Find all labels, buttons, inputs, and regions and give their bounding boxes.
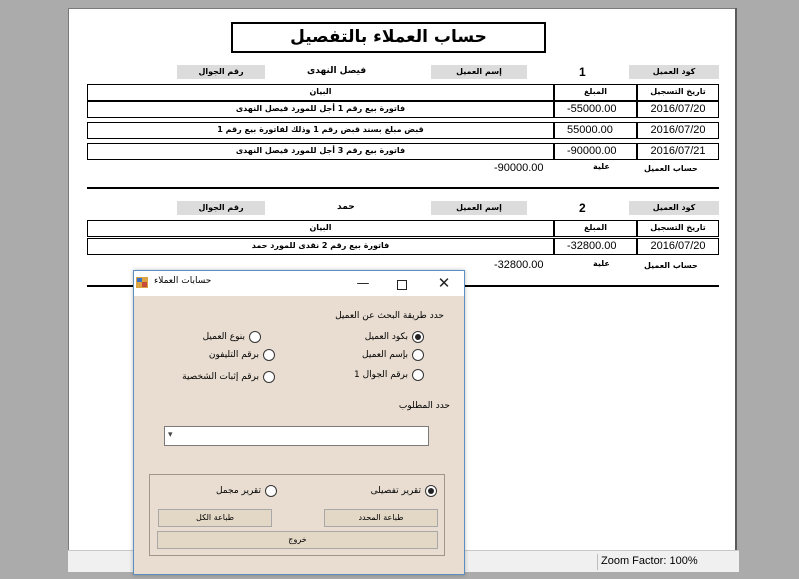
zoom-factor: Zoom Factor: 100% <box>601 555 698 567</box>
customer-code-value: 2 <box>579 201 586 215</box>
radio-label: تقرير تفصيلى <box>370 486 421 496</box>
radio-by-customer-code[interactable] <box>365 331 424 343</box>
customer-code-label: كود العميل <box>629 201 719 215</box>
row-amount: -55000.00 <box>554 101 637 118</box>
radio-label: برقم التليفون <box>208 350 259 360</box>
amount-header: المبلغ <box>554 84 637 101</box>
row-description: فاتورة بيع رقم 1 أجل للمورد فيصل النهدى <box>87 101 554 118</box>
print-all-button[interactable]: طباعة الكل <box>158 509 272 527</box>
report-options-group <box>149 474 445 556</box>
radio-by-phone[interactable] <box>209 349 275 361</box>
customer-name-label: إسم العميل <box>431 65 527 79</box>
row-amount: 55000.00 <box>554 122 637 139</box>
mobile-label: رقم الجوال <box>177 201 265 215</box>
customer-accounts-dialog <box>133 270 465 575</box>
radio-label: تقرير مجمل <box>215 486 261 496</box>
customer-combobox[interactable] <box>164 426 429 446</box>
row-description: فاتورة بيع رقم 3 أجل للمورد فيصل النهدى <box>87 143 554 160</box>
customer-total: -90000.00 <box>494 162 544 174</box>
exit-button[interactable]: خروج <box>157 531 438 549</box>
row-amount: -32800.00 <box>554 238 637 255</box>
account-label: حساب العميل <box>644 164 698 173</box>
close-button[interactable]: ✕ <box>437 274 451 292</box>
balance-label: علية <box>593 162 610 171</box>
radio-dot <box>415 334 421 340</box>
radio-by-customer-name[interactable] <box>362 349 424 361</box>
required-label: حدد المطلوب <box>398 401 450 411</box>
dialog-titlebar[interactable] <box>134 271 464 296</box>
radio-circle <box>412 331 424 343</box>
amount-header: المبلغ <box>554 220 637 237</box>
maximize-button[interactable] <box>382 271 422 296</box>
radio-label: بإسم العميل <box>362 350 408 360</box>
radio-circle <box>249 331 261 343</box>
radio-circle <box>263 371 275 383</box>
mobile-label: رقم الجوال <box>177 65 265 79</box>
reg-date-header: تاريخ التسجيل <box>637 84 719 101</box>
print-selected-button[interactable]: طباعة المحدد <box>324 509 438 527</box>
radio-by-id-number[interactable] <box>182 371 275 383</box>
customer-total: -32800.00 <box>494 259 544 271</box>
radio-circle <box>412 349 424 361</box>
radio-label: برقم إثبات الشخصية <box>182 372 259 382</box>
app-icon <box>136 277 148 288</box>
customer-name-label: إسم العميل <box>431 201 527 215</box>
customer-code-value: 1 <box>579 65 586 79</box>
row-date: 2016/07/20 <box>637 101 719 118</box>
report-title: حساب العملاء بالتفصيل <box>231 22 546 53</box>
radio-summary-report[interactable] <box>216 485 277 497</box>
description-header: البيان <box>87 84 554 101</box>
radio-circle <box>263 349 275 361</box>
radio-label: بنوع العميل <box>202 332 245 342</box>
radio-by-mobile1[interactable] <box>354 369 424 381</box>
row-amount: -90000.00 <box>554 143 637 160</box>
radio-by-customer-type[interactable] <box>203 331 261 343</box>
radio-label: برقم الجوال 1 <box>354 370 408 380</box>
row-description: فاتورة بيع رقم 2 نقدى للمورد حمد <box>87 238 554 255</box>
radio-dot <box>428 488 434 494</box>
row-date: 2016/07/20 <box>637 238 719 255</box>
row-date: 2016/07/21 <box>637 143 719 160</box>
minimize-button[interactable]: — <box>356 276 370 291</box>
radio-circle <box>412 369 424 381</box>
section-divider <box>87 187 719 189</box>
description-header: البيان <box>87 220 554 237</box>
row-description: قبض مبلغ بسند قبض رقم 1 وذلك لفاتورة بيع رقم 1 <box>87 122 554 139</box>
radio-circle <box>265 485 277 497</box>
radio-detailed-report[interactable] <box>371 485 437 497</box>
customer-code-label: كود العميل <box>629 65 719 79</box>
customer-name-value: حمد <box>337 202 355 212</box>
customer-name-value: فيصل النهدى <box>307 66 367 76</box>
radio-label: بكود العميل <box>364 332 408 342</box>
dialog-title: حسابات العملاء <box>154 276 212 286</box>
maximize-icon <box>397 280 407 290</box>
viewer-scrollbar[interactable] <box>735 8 737 550</box>
row-date: 2016/07/20 <box>637 122 719 139</box>
radio-circle <box>425 485 437 497</box>
balance-label: علية <box>593 259 610 268</box>
reg-date-header: تاريخ التسجيل <box>637 220 719 237</box>
search-method-label: حدد طريقة البحث عن العميل <box>335 311 444 321</box>
account-label: حساب العميل <box>644 261 698 270</box>
chevron-down-icon: ▾ <box>168 430 173 440</box>
status-separator <box>597 554 598 570</box>
